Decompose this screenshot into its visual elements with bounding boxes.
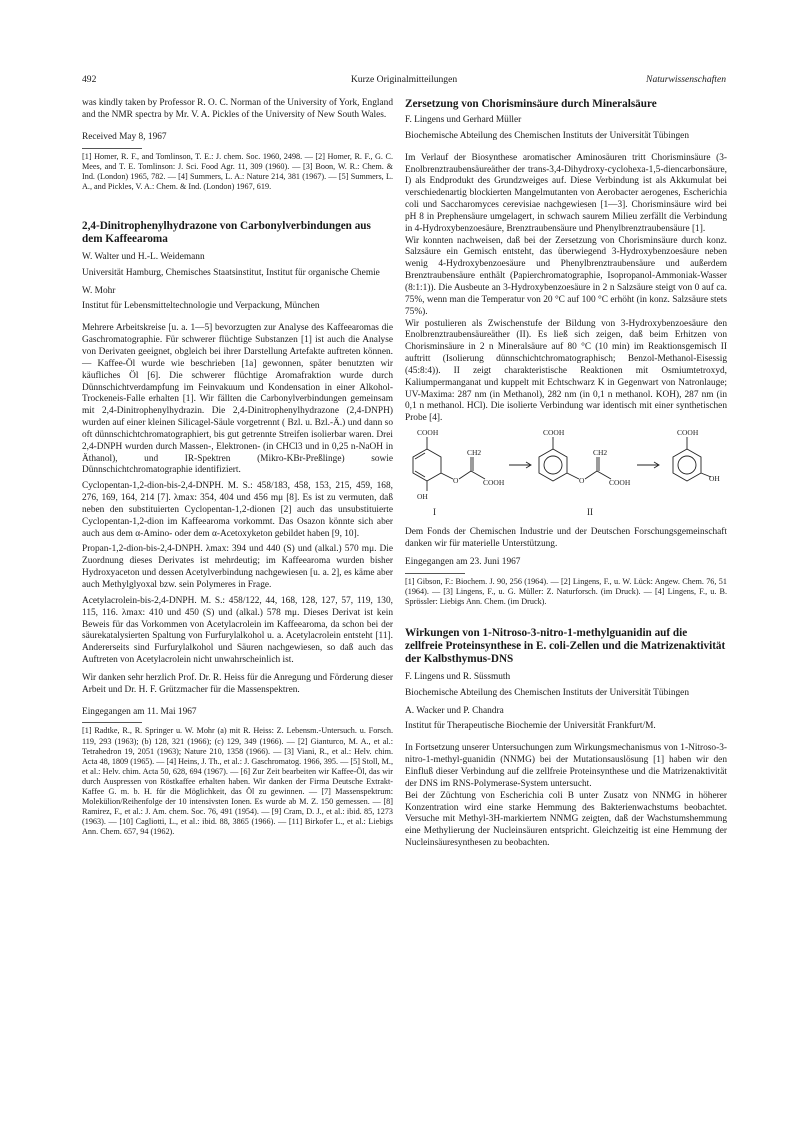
left-column: [82, 98, 393, 837]
received-date: Eingegangen am 11. Mai 1967: [82, 706, 197, 717]
references: [1] Gibson, F.: Biochem. J. 90, 256 (1964). — [2] Lingens, F., u. W. Lück: Angew. Chem. 76, 51 (1964). — [3] Lingens, F., u. G. Müller: Z. Naturforsch. (im Druck). — [4] Lingens, F., u. B. Sprössler: Liebigs Ann. Chem. (im Druck).: [405, 576, 727, 606]
page-number: 492: [82, 74, 97, 85]
article-title: 2,4-Dinitrophenylhydrazone von Carbonylverbindungen aus dem Kaffeearoma: [82, 219, 371, 245]
label-cooh: COOH: [609, 478, 631, 488]
affiliation: Biochemische Abteilung des Chemischen Instituts der Universität Tübingen: [405, 130, 689, 141]
article-authors: F. Lingens und Gerhard Müller: [405, 115, 522, 125]
ring-I: [413, 449, 441, 481]
received-date: Eingegangen am 23. Juni 1967: [405, 556, 521, 567]
affiliation-2: Institut für Therapeutische Biochemie der Universität Frankfurt/M.: [405, 721, 656, 732]
label-cooh: COOH: [483, 478, 505, 488]
paragraph: In Fortsetzung unserer Untersuchungen zum Wirkungsmechanismus von 1-Nitroso-3-nitro-1-methyl-guanidin (NNMG) bei der Mutationsauslösung [1] haben wir den Einfluß dieser Verbindung auf die zellfreie Proteinsynthese und die Matrizenaktivität der DNS im RNS-Polymerase-System untersucht.: [405, 743, 727, 789]
paragraph: Bei der Züchtung von Escherichia coli B unter Zusatz von NNMG in höherer Konzentration wird eine starke Hemmung des Bakterienwachstums beobachtet. Versuche mit Methyl-3H-markiertem NNMG zeigten, daß der Wachstumshemmung eine Methylierung der Nucleinsäuren entspricht. Gleichzeitig ist eine Hemmung der Nucleinsäuresynthesen zu beobachten.: [405, 790, 727, 849]
received-date: Received May 8, 1967: [82, 131, 167, 142]
divider: [82, 722, 142, 723]
article-author-2: W. Mohr: [82, 285, 116, 296]
page-header: [82, 74, 726, 88]
compound-label-II: II: [587, 507, 593, 518]
label-cooh: COOH: [543, 428, 565, 438]
article-authors: W. Walter und H.-L. Weidemann: [82, 251, 205, 262]
label-oh: OH: [417, 492, 428, 502]
affiliation-2: Institut für Lebensmitteltechnologie und Verpackung, München: [82, 301, 320, 312]
paragraph: Acetylacrolein-bis-2,4-DNPH. M. S.: 458/122, 44, 168, 128, 127, 57, 119, 130, 115, 116. λmax: 410 und 450 (S) und (alkal.) 578 mμ. Dieses Derivat ist kein Beweis für das Vorkommen von Acetylacrolein im Kaffeearoma, da schon bei der säurekatalysierten Spaltung von Furfurylalkohol u. a. Acetylacrolein entsteht [11]. Andererseits sind Furfurylalkohol und Säuren nachgewiesen, so daß auch das Auftreten von Acetylacrolein nicht unwahrscheinlich ist.: [82, 595, 393, 666]
acknowledgment: Wir danken sehr herzlich Prof. Dr. R. Heiss für die Anregung und Förderung dieser Arbeit und Dr. H. F. Grützmacher für die Massenspektren.: [82, 672, 394, 695]
label-o: O: [453, 476, 459, 486]
section-title: Kurze Originalmitteilungen: [350, 74, 458, 85]
paragraph: Mehrere Arbeitskreise [u. a. 1—5] bevorzugten zur Analyse des Kaffeearomas die Gaschromatographie. Für schwerer flüchtige Substanzen [1] ist auch die Analyse von Derivaten geeignet, obgleich bei ihrer Darstellung Artefakte auftreten können. — Kaffee-Öl wurde wie beschrieben [1a] gewonnen, später benutzten wir käufliches Öl [6]. Die schwerer flüchtige Aromafraktion wurde durch Dünnschichtverdampfung im Feinvakuum und Kondensation in einer Alkohol-Trockeneis-Falle erhalten [1]. Wir fällten die Carbonylverbindungen gemeinsam mit 2,4-Dinitrophenylhydrazin. Die 2,4-Dinitrophenylhydrazone (2,4-DNPH) wurden auf einer kleinen Silicagel-Säule vorgetrennt ( Bzl. u. Bzl.-Ä.) und dann so oft dünnschichtchromatographiert, bis gut getrennte Streifen isolierbar waren. Drei 2,4-DNPH wurden durch Massen-, Elektronen- (in CHCl3 und in 0,25 n-NaOH in Äthanol), und IR-Spektren (Mikro-KBr-Preßlinge) sowie Dünnschichtchromatographie identifiziert.: [82, 323, 393, 476]
affiliation: Universität Hamburg, Chemisches Staatsinstitut, Institut für organische Chemie: [82, 267, 380, 278]
compound-label-I: I: [433, 507, 436, 518]
journal-name: Naturwissenschaften: [646, 74, 726, 85]
ring-II: [539, 449, 567, 481]
ring-product: [673, 449, 701, 481]
label-o: O: [579, 476, 585, 486]
references: [1] Homer, R. F., and Tomlinson, T. E.: J. chem. Soc. 1960, 2498. — [2] Homer, R. F., G. C. Mees, and T. E. Tomlinson: J. Sci. Food Agr. 11, 309 (1960). — [3] Boon, W. R.: Chem. & Ind. (London) 1965, 782. — [4] Summers, L. A.: Nature 214, 381 (1967). — [5] Summers, L. A., and Pickles, V. A.: Chem. & Ind. (London) 1967, 619.: [82, 151, 393, 191]
acknowledgment: Dem Fonds der Chemischen Industrie und der Deutschen Forschungsgemeinschaft danken wir für materielle Unterstützung.: [405, 527, 727, 549]
affiliation: Biochemische Abteilung des Chemischen Instituts der Universität Tübingen: [405, 687, 689, 698]
label-ch2: CH2: [467, 448, 482, 458]
label-cooh: COOH: [677, 428, 699, 438]
paragraph: Wir konnten nachweisen, daß bei der Zersetzung von Chorisminsäure durch konz. Salzsäure ein Gemisch entsteht, das überwiegend 3-Hydroxybenzoesäure neben wenig 4-Hydroxybenzoesäure und Phenylbrenztraubensäure und außerdem Brenztraubensäure enthält (Papierchromatographie, Isopropanol-Ammoniak-Wasser (8:1:1)). Die Ausbeute an 3-Hydroxybenzoesäure in 2 n Salzsäure steigt von 0 auf ca. 75%, wenn man die Temperatur von 20 °C auf 100 °C erhöht (in konz. Salzsäure stets 75%).: [405, 235, 727, 317]
article-title: Wirkungen von 1-Nitroso-3-nitro-1-methylguanidin auf die zellfreie Proteinsynthese in E. coli-Zellen und die Matrizenaktivität der Kalbsthymus-DNS: [405, 626, 726, 665]
article-authors: F. Lingens und R. Süssmuth: [405, 671, 511, 682]
article-title: Zersetzung von Chorisminsäure durch Mineralsäure: [405, 98, 657, 110]
paragraph: Cyclopentan-1,2-dion-bis-2,4-DNPH. M. S.: 458/183, 458, 153, 215, 459, 168, 276, 169, 164, 214 [7]. λmax: 354, 404 und 456 mμ [8]. Es ist zu vermuten, daß neben den substituierten Cyclopentan-1,2-dionen [2] auch das unsubstituierte Cyclopentan-1,2-dion im Kaffeearoma vorkommt. Das Osazon könnte sich aber auch aus dem α-Amino- oder dem α-Acetoxyketon gebildet haben [9, 10].: [82, 481, 393, 539]
paragraph: Wir postulieren als Zwischenstufe der Bildung von 3-Hydroxybenzoesäure den Enolbrenztraubensäureäther (II). Es ließ sich zeigen, daß beim Erhitzen von Chorisminsäure in 2 n Mineralsäure auf 80 °C (10 min) im Reaktionsgemisch II auftritt (Isolierung dünnschichtchromatographisch; Benzol-Methanol-Eisessig (45:8:4)). II zeigt charakteristische Reaktionen mit Osmiumtetroxyd, Kaliumpermanganat und kuppelt mit Echtschwarz K in Gegenwart von Natronlauge; UV-Maxima: 287 nm (in Methanol), 282 nm (in 0,1 n methanol. KOH), 287 nm (in 0,1 n methanol. HCl). Die isolierte Verbindung war identisch mit einer synthetischen Probe [4].: [405, 318, 727, 424]
article-authors-2: A. Wacker und P. Chandra: [405, 705, 504, 716]
paragraph: Propan-1,2-dion-bis-2,4-DNPH. λmax: 394 und 440 (S) und (alkal.) 570 mμ. Die Zuordnung dieses Derivates ist mehrdeutig; im Kaffeearoma wurden bisher Hydroxyaceton und dessen Acetylverbindung nachgewiesen [u. a. 2], es käme aber auch Methylglyoxal bzw. sein Polymeres in Frage.: [82, 544, 393, 590]
label-cooh: COOH: [417, 428, 439, 438]
label-ch2: CH2: [593, 448, 608, 458]
divider: [82, 148, 142, 149]
references: [1] Radtke, R., R. Springer u. W. Mohr (a) mit R. Heiss: Z. Lebensm.-Untersuch. u. Forsch. 119, 293 (1963); (b) 128, 321 (1966); (c) 129, 349 (1966). — [2] Gianturco, M. A., et al.: Tetrahedron 19, 2051 (1963); Nature 210, 1358 (1966). — [3] Viani, R., et al.: Helv. chim. Acta 48, 1809 (1965). — [4] Heins, J. Th., et al.: J. Gaschromatog. 1966, 395. — [5] Stoll, M., et al.: Helv. chim. Acta 50, 628, 694 (1967). — [6] Zur Zeit bearbeiten wir Kaffee-Öl, das wir durch Auspressen von Röstkaffee erhalten haben. Wir danken der Firma Deutsche Extrakt-Kaffee G. m. b. H. für die Möglichkeit, das Öl zu gewinnen. — [7] Massenspektrum: Molekülion/Reihenfolge der 10 intensivsten Ionen. Es wurde ab M. Z. 150 gemessen. — [8] Ramirez, F., et al.: J. Am. chem. Soc. 76, 491 (1954). — [9] Cram, D. J., et al.: ibid. 85, 1273 (1963). — [10] Cagliotti, L., et al.: ibid. 88, 3865 (1966). — [11] Birkofer L., et al.: Liebigs Ann. Chem. 657, 94 (1962).: [82, 726, 393, 837]
right-column: [405, 98, 727, 850]
label-oh: OH: [709, 474, 720, 484]
continued-text: was kindly taken by Professor R. O. C. Norman of the University of York, England and the NMR spectra by Mr. V. A. Pickles of the University of New South Wales.: [82, 98, 393, 120]
divider: [405, 573, 465, 574]
paragraph: Im Verlauf der Biosynthese aromatischer Aminosäuren tritt Chorisminsäure (3-Enolbrenztraubensäureäther der trans-3,4-Dihydroxy-cyclohexa-1,5-diencarbonsäure, I) als Endprodukt des Grundzweiges auf. Diese Verbindung ist als Akkumulat bei verschiedenartig blockierten Mangelmutanten von Aerobacter aerogenes, Escherichia coli und Saccharomyces cerevisiae nachgewiesen [1—3]. Chorisminsäure wird bei pH 8 in Prephensäure umgelagert, in schwach saurem Milieu zerfällt die Verbindung in 4-Hydroxybenzoesäure, Brenztraubensäure und Phenylbrenztraubensäure [1].: [405, 152, 727, 234]
reaction-scheme: [405, 427, 727, 523]
